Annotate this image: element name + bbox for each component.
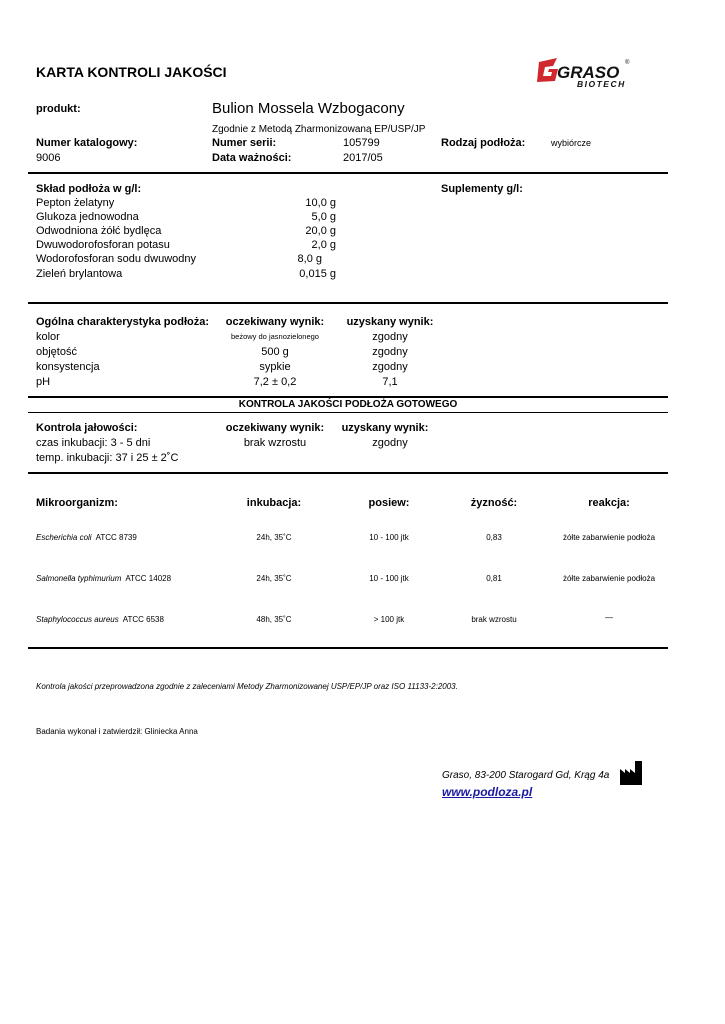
composition-amount: 10,0 g: [305, 197, 336, 209]
param-expected: 500 g: [261, 346, 289, 358]
composition-item: Odwodniona żółć bydlęca: [36, 225, 162, 237]
series-value: 105799: [343, 137, 380, 149]
medium-type-value: wybiórcze: [551, 138, 592, 148]
incubation-time: czas inkubacji: 3 - 5 dni: [36, 437, 151, 449]
param-obtained: zgodny: [372, 346, 408, 358]
organism-name: Salmonella typhimurium: [36, 574, 122, 583]
performed-by: Badania wykonał i zatwierdził: Gliniecka Anna: [36, 727, 198, 736]
compliance-text: Zgodnie z Metodą Zharmonizowaną EP/USP/JP: [212, 124, 426, 135]
micro-header-reaction: reakcja:: [588, 497, 630, 509]
medium-type-label: Rodzaj podłoża:: [441, 137, 526, 149]
organism-atcc: ATCC 8739: [95, 533, 137, 542]
manufacturer-icon: [620, 761, 642, 785]
sterility-expected: brak wzrostu: [243, 437, 307, 449]
divider: [28, 647, 668, 649]
graso-logo-mark: [535, 54, 635, 94]
obtained-header: uzyskany wynik:: [346, 316, 434, 328]
organism-atcc: ATCC 6538: [122, 615, 164, 624]
table-row: [36, 533, 137, 542]
table-row: [36, 574, 171, 583]
organism-name: Staphylococcus aureus: [36, 615, 119, 624]
micro-reaction: —: [605, 613, 613, 622]
param-name: objętość: [36, 346, 77, 358]
micro-productivity: 0,83: [486, 533, 502, 542]
table-row: [36, 615, 164, 624]
micro-incubation: 24h, 35˚C: [256, 574, 292, 583]
expiry-label: Data ważności:: [212, 152, 292, 164]
website-link[interactable]: www.podloza.pl: [442, 785, 533, 799]
param-obtained: zgodny: [372, 361, 408, 373]
composition-amount: 8,0 g: [297, 253, 322, 265]
micro-inoculum: 10 - 100 jtk: [369, 574, 409, 583]
divider: [28, 302, 668, 304]
micro-header-inoculum: posiew:: [368, 497, 410, 509]
expected-header: oczekiwany wynik:: [225, 316, 325, 328]
micro-productivity: brak wzrostu: [471, 615, 517, 624]
micro-reaction: żółte zabarwienie podłoża: [562, 533, 656, 542]
ready-section-title: KONTROLA JAKOŚCI PODŁOŻA GOTOWEGO: [238, 399, 458, 410]
param-expected: sypkie: [259, 361, 291, 373]
param-name: kolor: [36, 331, 60, 343]
catalog-label: Numer katalogowy:: [36, 137, 138, 149]
micro-header-incubation: inkubacja:: [246, 497, 302, 509]
param-obtained: 7,1: [382, 376, 398, 388]
divider: [28, 472, 668, 474]
catalog-value: 9006: [36, 152, 61, 164]
graso-logo: [535, 54, 635, 94]
param-name: konsystencja: [36, 361, 100, 373]
param-expected: 7,2 ± 0,2: [253, 376, 297, 388]
iso-note: Kontrola jakości przeprowadzona zgodnie z zaleceniami Metody Zharmonizowanej USP/EP/JP oraz ISO 11133-2:2003.: [36, 682, 458, 691]
micro-header-productivity: żyzność:: [470, 497, 518, 509]
sterility-label: Kontrola jałowości:: [36, 422, 138, 434]
micro-header-organism: Mikroorganizm:: [36, 497, 118, 509]
divider: [28, 172, 668, 174]
composition-item: Glukoza jednowodna: [36, 211, 139, 223]
micro-inoculum: > 100 jtk: [373, 615, 405, 624]
micro-incubation: 48h, 35˚C: [256, 615, 292, 624]
incubation-temp: temp. inkubacji: 37 i 25 ± 2˚C: [36, 452, 179, 464]
product-label: produkt:: [36, 103, 81, 115]
page-title: KARTA KONTROLI JAKOŚCI: [36, 64, 227, 80]
sterility-obtained-header: uzyskany wynik:: [341, 422, 429, 434]
divider: [28, 412, 668, 413]
micro-productivity: 0,81: [486, 574, 502, 583]
series-label: Numer serii:: [212, 137, 277, 149]
param-expected: beżowy do jasnozielonego: [231, 332, 319, 341]
composition-label: Skład podłoża w g/l:: [36, 183, 142, 195]
characteristics-label: Ogólna charakterystyka podłoża:: [36, 316, 209, 328]
composition-item: Wodorofosforan sodu dwuwodny: [36, 253, 197, 265]
expiry-value: 2017/05: [343, 152, 383, 164]
micro-incubation: 24h, 35˚C: [256, 533, 292, 542]
composition-item: Zieleń brylantowa: [36, 268, 123, 280]
composition-amount: 0,015 g: [299, 268, 336, 280]
micro-inoculum: 10 - 100 jtk: [369, 533, 409, 542]
composition-amount: 2,0 g: [311, 239, 336, 251]
composition-amount: 20,0 g: [305, 225, 336, 237]
product-name: Bulion Mossela Wzbogacony: [212, 100, 405, 117]
logo-registered: ®: [625, 60, 630, 66]
supplements-label: Suplementy g/l:: [441, 183, 523, 195]
composition-item: Pepton żelatyny: [36, 197, 115, 209]
composition-item: Dwuwodorofosforan potasu: [36, 239, 170, 251]
composition-amount: 5,0 g: [311, 211, 336, 223]
organism-name: Escherichia coli: [36, 533, 92, 542]
logo-sub: BIOTECH: [577, 79, 626, 89]
micro-reaction: żółte zabarwienie podłoża: [562, 574, 656, 583]
divider: [28, 396, 668, 398]
company-address: Graso, 83-200 Starogard Gd, Krąg 4a: [442, 770, 610, 781]
sterility-obtained: zgodny: [372, 437, 408, 449]
sterility-expected-header: oczekiwany wynik:: [225, 422, 325, 434]
param-obtained: zgodny: [372, 331, 408, 343]
logo-name: GRASO: [557, 63, 620, 82]
param-name: pH: [36, 376, 51, 388]
organism-atcc: ATCC 14028: [125, 574, 172, 583]
